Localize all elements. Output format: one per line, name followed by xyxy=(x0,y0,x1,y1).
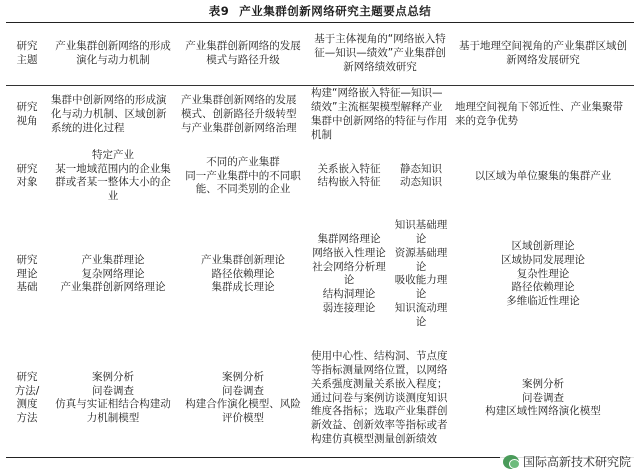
table-cell: 产业集群创新理论 路径依赖理论 集群成长理论 xyxy=(201,253,285,294)
row-label-view: 研究 视角 xyxy=(16,100,38,127)
table-cell: 案例分析 问卷调查 仿真与实证相结合构建动力机制模型 xyxy=(55,370,171,425)
table-cell: 关系嵌入特征 结构嵌入特征 xyxy=(317,162,381,189)
table-cell: 产业集群创新网络的发展模式、创新路径升级转型与产业集群创新网络治理 xyxy=(181,93,297,134)
table-cell: 案例分析 问卷调查 构建区域性网络演化模型 xyxy=(485,377,601,418)
table-number: 表9 xyxy=(208,4,230,18)
row-label-object: 研究 对象 xyxy=(16,162,38,189)
table-cell: 地理空间视角下邻近性、产业集聚带来的竞争优势 xyxy=(455,100,624,127)
column-header-1: 产业集群创新网络的形成演化与动力机制 xyxy=(48,23,178,86)
table-cell: 以区域为单位聚集的集群产业 xyxy=(474,169,612,182)
table-cell: 产业集群理论 复杂网络理论 产业集群创新网络理论 xyxy=(60,253,166,294)
column-header-3: 基于主体视角的“网络嵌入特征—知识—绩效”产业集群创新网络绩效研究 xyxy=(308,23,452,86)
table-row-topic xyxy=(6,23,634,86)
table-row-object xyxy=(6,143,634,209)
table-cell: 静态知识 动态知识 xyxy=(400,162,442,189)
table-cell: 集群网络理论 网络嵌入性理论 社会网络分析理论 结构洞理论 弱连接理论 xyxy=(312,232,386,315)
table-cell: 区域创新理论 区域协同发展理论 复杂性理论 路径依赖理论 多维临近性理论 xyxy=(501,239,586,308)
table-title-text: 产业集群创新网络研究主题要点总结 xyxy=(239,4,432,18)
table-cell: 案例分析 问卷调查 构建合作演化模型、风险评价模型 xyxy=(185,370,301,425)
row-label-topic: 研究 主题 xyxy=(6,23,48,86)
column-header-4: 基于地理空间视角的产业集群区域创新网络发展研究 xyxy=(452,23,634,86)
watermark xyxy=(500,452,634,471)
wechat-icon xyxy=(503,455,519,469)
column-header-2: 产业集群创新网络的发展模式与路径升级 xyxy=(178,23,308,86)
table-title xyxy=(0,0,640,22)
table-row-theory xyxy=(6,209,634,339)
table-cell: 知识基础理论 资源基础理论 吸收能力理论 知识流动理论 xyxy=(394,219,448,329)
summary-table xyxy=(6,22,634,458)
watermark-text: 国际高新技术研究院 xyxy=(522,455,631,469)
row-label-theory: 研究 理论 基础 xyxy=(16,253,38,294)
table-cell: 集群中创新网络的形成演化与动力机制、区域创新系统的进化过程 xyxy=(51,93,167,134)
table-cell: 特定产业 某一地域范围内的企业集群或者某一整体大小的企业 xyxy=(55,148,171,203)
table-cell: 构建“网络嵌入特征—知识—绩效”主流框架模型解释产业集群中创新网络的特征与作用机制 xyxy=(311,87,448,141)
table-cell: 不同的产业集群 同一产业集群中的不同职能、不同类别的企业 xyxy=(185,155,301,196)
row-label-method: 研究 方法/ 测度 方法 xyxy=(14,370,40,425)
table-row-method xyxy=(6,339,634,458)
table-cell: 使用中心性、结构洞、节点度等指标测量网络位置，以网络关系强度测量关系嵌入程度；通过问卷与案例访谈测度知识维度各指标；选取产业集群创新效益、创新效率等指标或者构建仿真模型测量创新绩效 xyxy=(311,349,448,446)
table-row-view xyxy=(6,86,634,144)
